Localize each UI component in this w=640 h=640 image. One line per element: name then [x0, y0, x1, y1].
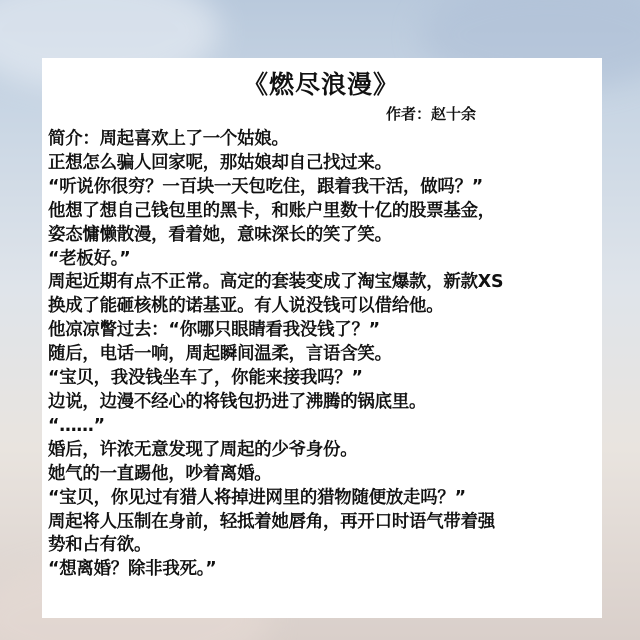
text-line: 他凉凉瞥过去：“你哪只眼睛看我没钱了？” — [48, 320, 380, 341]
text-line: “宝贝，我没钱坐车了，你能来接我吗？” — [48, 368, 363, 389]
text-line: “老板好。” — [48, 248, 131, 269]
text-line: 婚后，许浓无意发现了周起的少爷身份。 — [48, 439, 358, 460]
article-author: 作者：赵十余 — [385, 105, 476, 123]
text-line: “听说你很穷？一百块一天包吃住，跟着我干活，做吗？” — [48, 176, 484, 197]
text-line: 姿态慵懒散漫，看着她，意味深长的笑了笑。 — [48, 224, 392, 245]
text-line: 他想了想自己钱包里的黑卡，和账户里数十亿的股票基金， — [48, 200, 495, 221]
text-line: 周起近期有点不正常。高定的套装变成了淘宝爆款，新款XS — [48, 272, 504, 293]
text-line: 边说，边漫不经心的将钱包扔进了沸腾的锅底里。 — [48, 391, 427, 412]
text-line: 换成了能砸核桃的诺基亚。有人说没钱可以借给他。 — [48, 296, 444, 317]
text-line: “……” — [48, 415, 105, 436]
text-line: 随后，电话一响，周起瞬间温柔，言语含笑。 — [48, 344, 392, 365]
text-line: 正想怎么骗人回家呢，那姑娘却自己找过来。 — [48, 152, 392, 173]
article-body — [48, 128, 594, 582]
text-line: “想离婚？除非我死。” — [48, 559, 217, 580]
text-line: 她气的一直踢他，吵着离婚。 — [48, 463, 272, 484]
text-line: 势和占有欲。 — [48, 535, 152, 556]
article-title: 《燃尽浪漫》 — [242, 70, 399, 99]
text-card — [42, 58, 602, 618]
text-line: 周起将人压制在身前，轻抵着她唇角，再开口时语气带着强 — [48, 511, 495, 532]
text-line: “宝贝，你见过有猎人将掉进网里的猎物随便放走吗？” — [48, 487, 466, 508]
text-line: 简介：周起喜欢上了一个姑娘。 — [48, 129, 289, 149]
